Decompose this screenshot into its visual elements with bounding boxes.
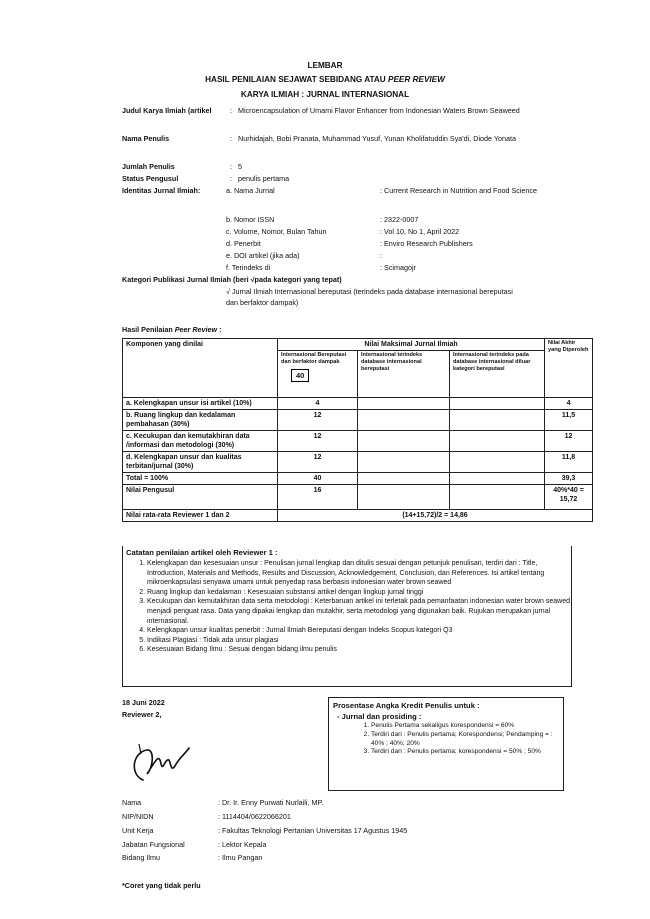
reviewer-unit-label: Unit Kerja	[122, 826, 154, 835]
note-item: 4. Kelengkapan unsur kualitas penerbit : Jurnal Ilmiah Bereputasi dengan Indeks Scopus kategori Q3	[147, 626, 571, 636]
reviewer-jabatan-label: Jabatan Fungsional	[122, 840, 185, 849]
pengusul-max: 16	[278, 485, 358, 510]
row-label: c. Kecukupan dan kemutakhiran data /informasi dan metodologi (30%)	[123, 431, 278, 452]
journal-d-label: d. Penerbit	[226, 239, 261, 248]
table-row	[123, 431, 593, 452]
journal-b-text: 2322-0007	[384, 215, 419, 224]
status-value: penulis pertama	[238, 174, 290, 183]
reviewer-nip-value: : 1114404/0622066201	[218, 812, 291, 821]
table-row	[123, 398, 593, 410]
reviewer-jabatan-value: : Lektor Kepala	[218, 840, 267, 849]
header-komponen: Komponen yang dinilai	[123, 339, 278, 398]
jumlah-value: 5	[238, 162, 242, 171]
subheader-diluar	[450, 351, 545, 398]
notes-title: Catatan penilaian artikel oleh Reviewer 1 :	[126, 548, 278, 557]
pengusul-akhir: 40%*40 = 15,72	[545, 485, 593, 510]
row-akhir: 4	[545, 398, 593, 410]
header-nilai-akhir	[545, 339, 593, 398]
doc-title-karya: KARYA ILMIAH : JURNAL INTERNASIONAL	[240, 90, 410, 99]
journal-a-text: Current Research in Nutrition and Food Science	[384, 186, 538, 195]
jumlah-label: Jumlah Penulis	[122, 162, 175, 171]
journal-e-value: :	[380, 251, 382, 260]
subheader-terindeks	[358, 351, 450, 398]
reviewer-nip-label: NIP/NIDN	[122, 812, 154, 821]
row-label: b. Ruang lingkup dan kedalaman pembahasan (30%)	[123, 410, 278, 431]
reviewer-unit-value: : Fakultas Teknologi Pertanian Universitas 17 Agustus 1945	[218, 826, 408, 835]
journal-a-label: a. Nama Jurnal	[226, 186, 275, 195]
row-akhir: 11,5	[545, 410, 593, 431]
kredit-title: Prosentase Angka Kredit Penulis untuk :	[333, 701, 480, 710]
score-table	[122, 338, 593, 522]
reviewer-bidang-value: : Ilmu Pangan	[218, 853, 263, 862]
table-row-rata	[123, 510, 593, 522]
identitas-label: Identitas Jurnal Ilmiah:	[122, 186, 201, 195]
reviewer-nama-value: : Dr. Ir. Enny Purwati Nurlaili, MP.	[218, 798, 324, 807]
header-nilai-akhir-text: Nilai Akhir yang Diperoleh	[548, 340, 589, 353]
total-akhir: 39,3	[545, 473, 593, 485]
row-akhir: 12	[545, 431, 593, 452]
note-item: 5. Indikasi Plagiasi : Tidak ada unsur plagiasi	[147, 636, 571, 646]
note-item: 1. Kelengkapan dan kesesuaian unsur : Penulisan jurnal lengkap dan ditulis sesuai dengan petunjuk penulisan, terdiri dari : Title, Introduction, Materials and Methods, Results and Discussion, Acknowledgement, Conclusion, dan References. Isi artikel tentang mikroenkapsulasi senyawa umami untuk penyedap rasa berbasis indonesian water brown seawed	[147, 559, 571, 588]
penulis-value: Nurhidajah, Bobi Pranata, Muhammad Yusuf, Yunan Kholifatuddin Sya'di, Diode Yonata	[238, 134, 517, 143]
status-label: Status Pengusul	[122, 174, 179, 183]
table-row-total	[123, 473, 593, 485]
journal-a-value: : Current Research in Nutrition and Food Science	[380, 186, 538, 195]
note-item: 3. Kecukupan dan kemutakhiran data serta metodologi : Keterbaruan artikel ini terletak pada pemanfaatan indonesian water brown seawed menjadi penguat rasa. Data yang dipakai lengkap dan mutakhir, serta metodologi yang digunakan baik. Rujukan merupakan jurnal internasional.	[147, 597, 571, 626]
rata-value: (14+15,72)/2 = 14,86	[278, 510, 593, 522]
journal-f-text: Scimagojr	[384, 263, 416, 272]
header-nilai-max: Nilai Maksimal Jurnal Ilmiah	[278, 339, 545, 351]
subheader-reputasi-text: Internasional Bereputasi dan berfaktor dampak	[281, 352, 347, 365]
hasil-label-suffix: :	[217, 325, 222, 334]
judul-label: Judul Karya Ilmiah (artikel	[122, 106, 212, 115]
row-max: 12	[278, 410, 358, 431]
penulis-label: Nama Penulis	[122, 134, 170, 143]
row-label: a. Kelengkapan unsur isi artikel (10%)	[123, 398, 278, 410]
doc-title-peer-review: PEER REVIEW	[388, 75, 445, 84]
row-label: d. Kelengkapan unsur dan kualitas terbitan/jurnal (30%)	[123, 452, 278, 473]
row-max: 12	[278, 431, 358, 452]
sign-date: 18 Juni 2022	[122, 698, 165, 707]
subheader-diluar-text: Internasional terindeks pada database internasional diluar kategori bereputasi	[453, 352, 531, 372]
journal-d-value: : Enviro Research Publishers	[380, 239, 473, 248]
selected-max-box: 40	[291, 369, 309, 382]
hasil-label-prefix: Hasil Penilaian	[122, 325, 175, 334]
doc-title-hasil	[0, 75, 650, 84]
journal-c-text: Vol 10, No 1, April 2022	[384, 227, 460, 236]
journal-b-value: : 2322-0007	[380, 215, 419, 224]
kredit-item: 1. Penulis Pertama sekaligus korespondensi = 60%	[371, 722, 563, 731]
kredit-item: 3. Terdiri dari : Penulis pertama; korespondensi = 50% ; 50%	[371, 748, 563, 757]
notes-list	[123, 559, 571, 655]
table-row	[123, 410, 593, 431]
kredit-list	[329, 722, 563, 757]
reviewer-notes	[122, 546, 572, 687]
journal-f-value: : Scimagojr	[380, 263, 416, 272]
journal-c-label: c. Volume, Nomor, Bulan Tahun	[226, 227, 327, 236]
info-judul: Judul Karya Ilmiah (artikel : Microencapsulation of Umami Flavor Enhancer from Indonesian Waters Brown Seaweed	[122, 105, 572, 116]
journal-b-label: b. Nomor ISSN	[226, 215, 275, 224]
kategori-selected: √ Jurnal Ilmiah Internasional bereputasi (terindeks pada database internasional bereputasi dan berfaktor dampak)	[226, 287, 513, 308]
kredit-box	[328, 697, 564, 791]
reviewer-bidang-label: Bidang Ilmu	[122, 853, 160, 862]
note-item: 2. Ruang lingkup dan kedalaman : Kesesuaian substansi artikel dengan lingkup jurnal tinggi	[147, 588, 571, 598]
journal-c-value: : Vol 10, No 1, April 2022	[380, 227, 460, 236]
info-penulis: Nama Penulis : Nurhidajah, Bobi Pranata, Muhammad Yusuf, Yunan Kholifatuddin Sya'di, Diode Yonata	[122, 133, 572, 144]
row-max: 4	[278, 398, 358, 410]
signature-image	[125, 738, 205, 790]
total-max: 40	[278, 473, 358, 485]
table-row-pengusul	[123, 485, 593, 510]
info-jumlah: Jumlah Penulis : 5	[122, 161, 572, 172]
subheader-reputasi	[278, 351, 358, 398]
rata-label: Nilai rata-rata Reviewer 1 dan 2	[123, 510, 278, 522]
kredit-subtitle: - Jurnal dan prosiding :	[337, 712, 422, 721]
journal-f-label: f. Terindeks di	[226, 263, 271, 272]
journal-e-label: e. DOI artikel (jika ada)	[226, 251, 300, 260]
kredit-item: 2. Terdiri dari : Penulis pertama; Korespondensi; Pendamping = : 40% ; 40%; 20%	[371, 731, 563, 749]
table-row	[123, 452, 593, 473]
sign-reviewer: Reviewer 2,	[122, 710, 162, 719]
reviewer-nama-label: Nama	[122, 798, 142, 807]
row-akhir: 11,8	[545, 452, 593, 473]
table-header-row	[123, 339, 593, 351]
doc-title-hasil-text: HASIL PENILAIAN SEJAWAT SEBIDANG ATAU	[205, 75, 388, 84]
hasil-label	[122, 324, 221, 335]
pengusul-label: Nilai Pengusul	[123, 485, 278, 510]
doc-title-lembar: LEMBAR	[307, 61, 343, 70]
subheader-terindeks-text: Internasional terindeks database internasional bereputasi	[361, 352, 423, 372]
footnote: *Coret yang tidak perlu	[122, 881, 201, 890]
info-status: Status Pengusul : penulis pertama	[122, 173, 572, 184]
journal-d-text: Enviro Research Publishers	[384, 239, 473, 248]
hasil-label-italic: Peer Review	[174, 325, 218, 334]
judul-value: Microencapsulation of Umami Flavor Enhancer from Indonesian Waters Brown Seaweed	[238, 106, 520, 115]
total-label: Total = 100%	[123, 473, 278, 485]
row-max: 12	[278, 452, 358, 473]
note-item: 6. Kesesuaian Bidang Ilmu : Sesuai dengan bidang ilmu penulis	[147, 645, 571, 655]
kategori-label: Kategori Publikasi Jurnal Ilmiah (beri √pada kategori yang tepat)	[122, 275, 342, 284]
